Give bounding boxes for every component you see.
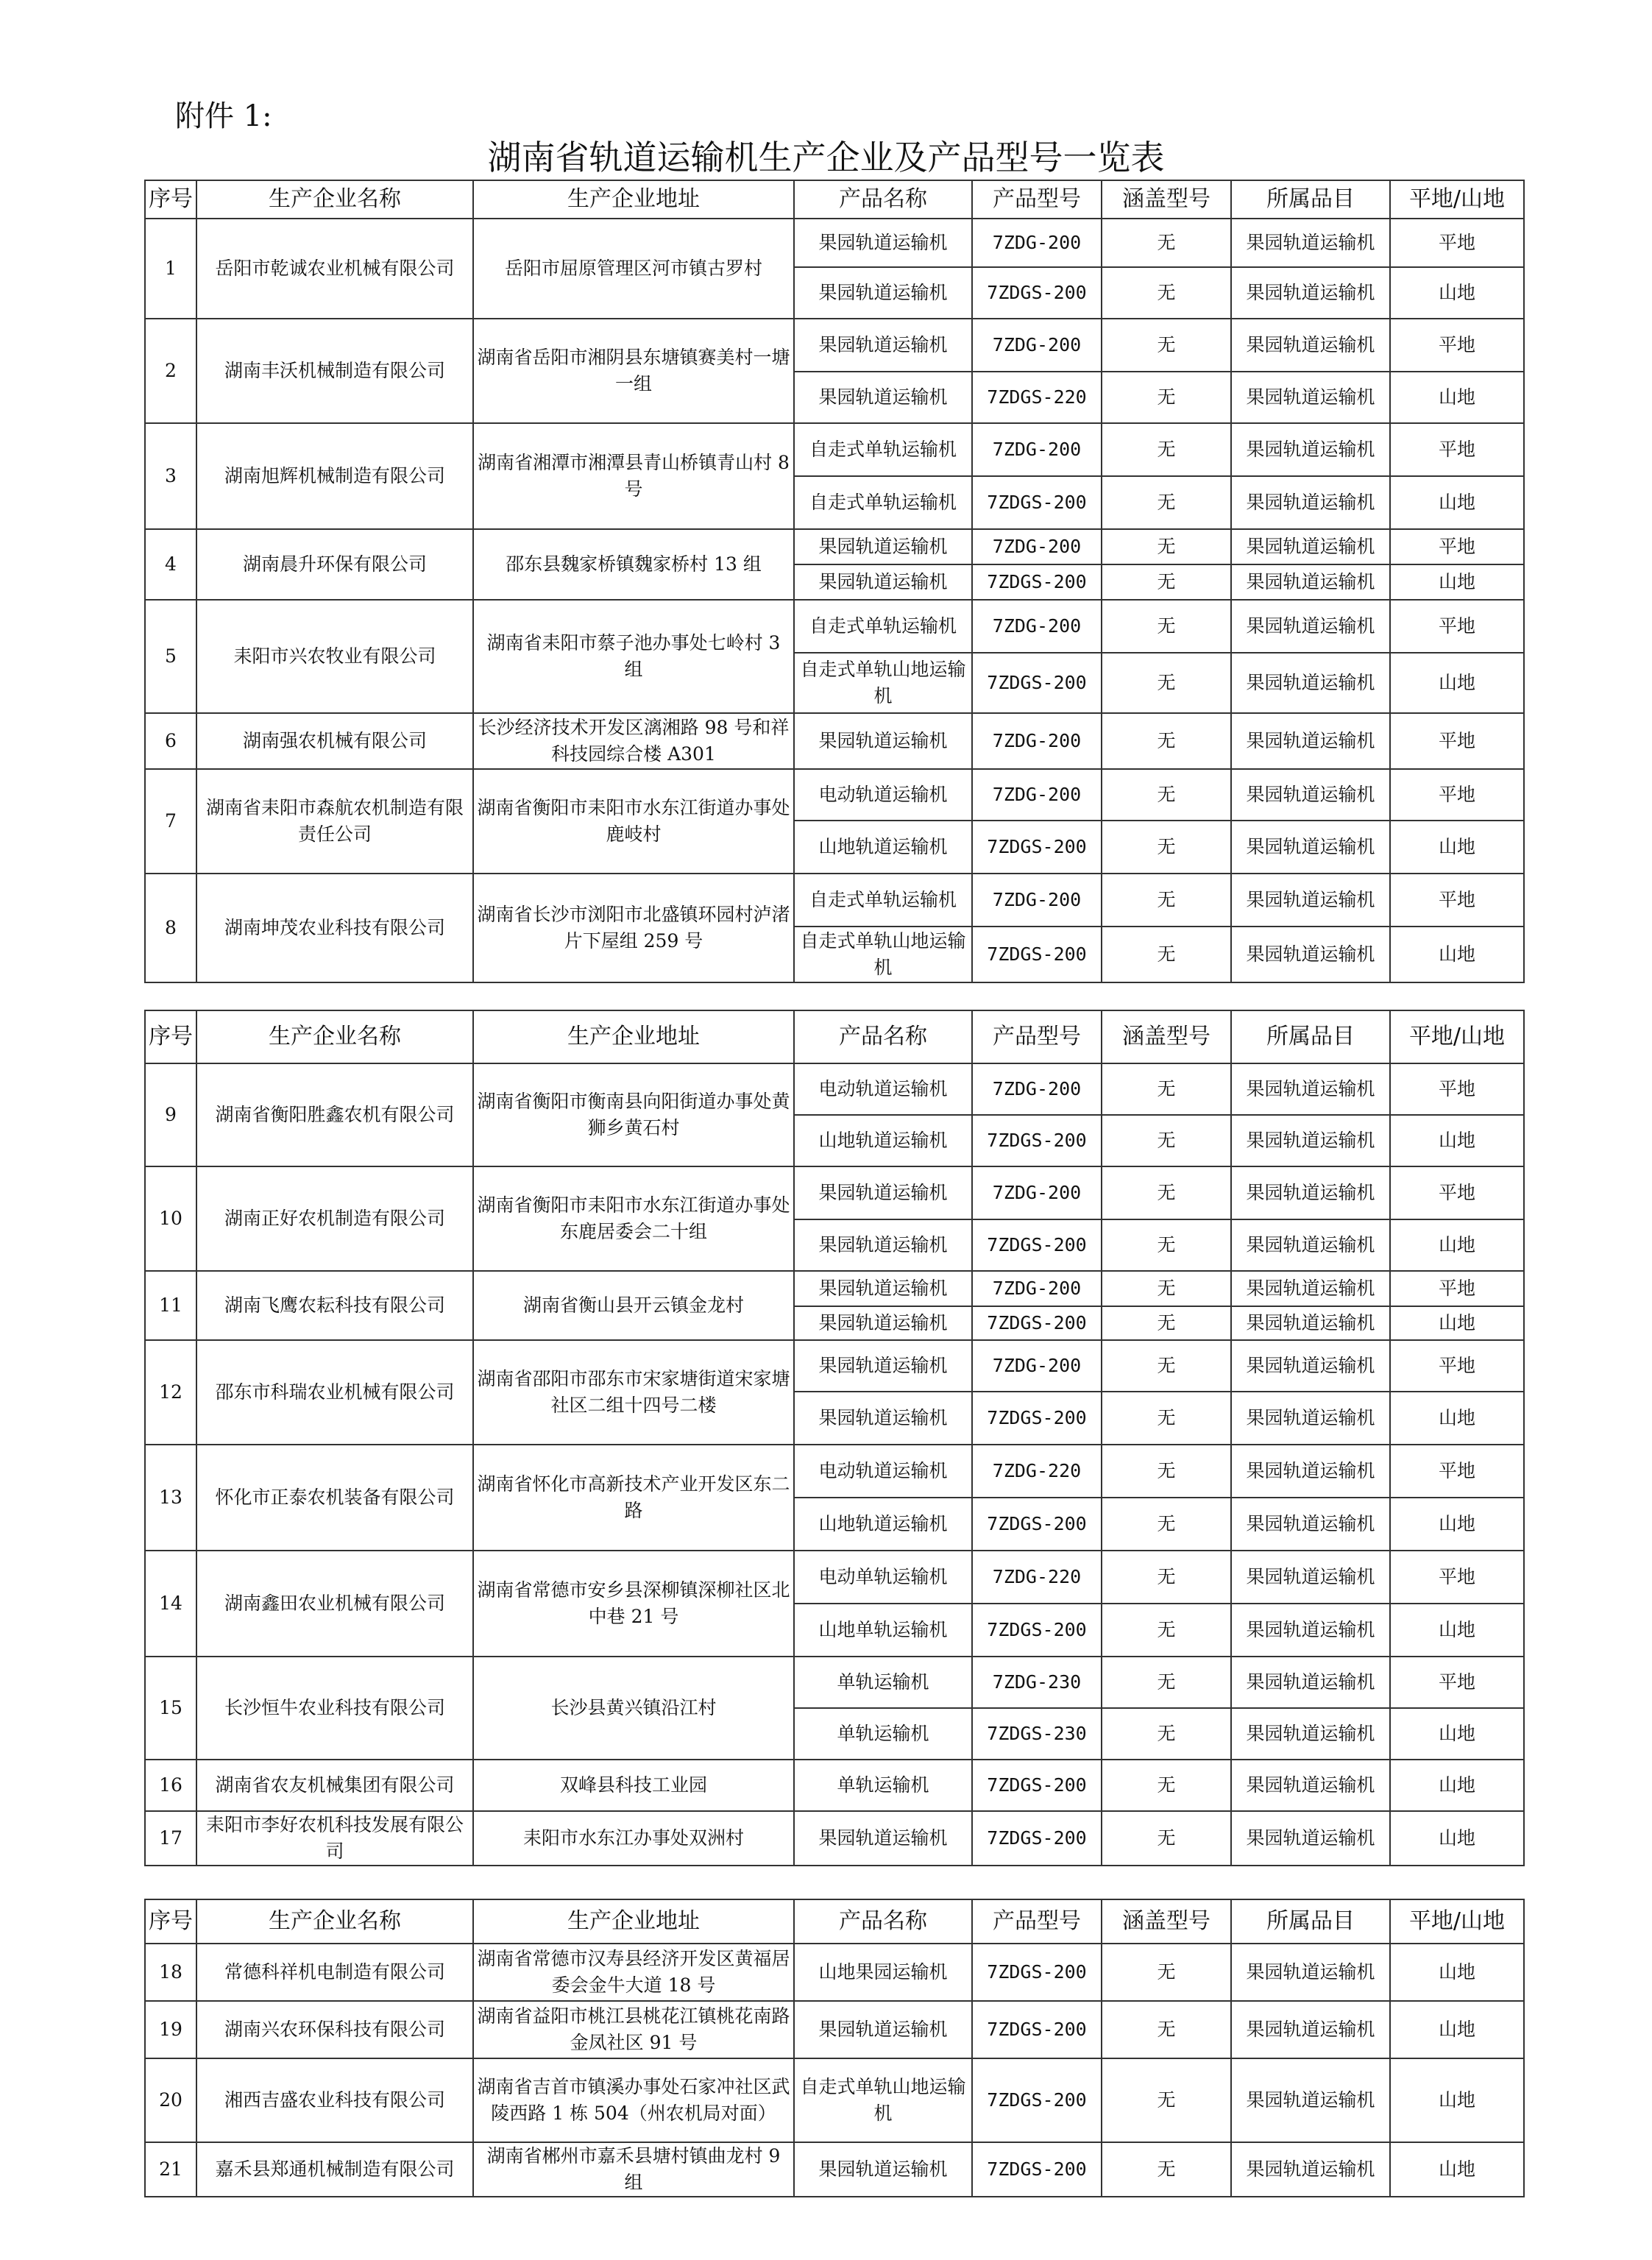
- company-address-cell: 湖南省耒阳市蔡子池办事处七岭村 3 组: [473, 600, 794, 713]
- terrain-cell: 山地: [1390, 1115, 1524, 1166]
- category-cell: 果园轨道运输机: [1231, 874, 1390, 927]
- product-model-cell: 7ZDG-200: [972, 319, 1102, 372]
- covered-model-cell: 无: [1102, 423, 1231, 476]
- company-name-cell: 湖南飞鹰农耘科技有限公司: [196, 1271, 473, 1340]
- covered-model-cell: 无: [1102, 476, 1231, 529]
- company-table: [144, 180, 1525, 983]
- seq-cell: 16: [145, 1760, 196, 1811]
- covered-model-cell: 无: [1102, 2142, 1231, 2197]
- seq-cell: 1: [145, 219, 196, 319]
- product-model-cell: 7ZDGS-200: [972, 1604, 1102, 1657]
- terrain-cell: 山地: [1390, 927, 1524, 982]
- product-name-cell: 自走式单轨山地运输机: [794, 653, 972, 713]
- company-name-cell: 常德科祥机电制造有限公司: [196, 1944, 473, 2001]
- product-name-cell: 果园轨道运输机: [794, 564, 972, 600]
- category-cell: 果园轨道运输机: [1231, 267, 1390, 319]
- terrain-cell: 山地: [1390, 1219, 1524, 1271]
- product-name-cell: 山地轨道运输机: [794, 1115, 972, 1166]
- product-model-cell: 7ZDGS-200: [972, 2001, 1102, 2058]
- column-header-covered: 涵盖型号: [1102, 1010, 1231, 1063]
- terrain-cell: 山地: [1390, 821, 1524, 874]
- seq-cell: 13: [145, 1445, 196, 1551]
- company-address-cell: 湖南省郴州市嘉禾县塘村镇曲龙村 9 组: [473, 2142, 794, 2197]
- company-address-cell: 邵东县魏家桥镇魏家桥村 13 组: [473, 529, 794, 600]
- table-row: [145, 219, 1524, 267]
- terrain-cell: 山地: [1390, 267, 1524, 319]
- company-address-cell: 湖南省衡阳市耒阳市水东江街道办事处东鹿居委会二十组: [473, 1166, 794, 1271]
- category-cell: 果园轨道运输机: [1231, 1604, 1390, 1657]
- product-name-cell: 电动轨道运输机: [794, 1445, 972, 1498]
- category-cell: 果园轨道运输机: [1231, 1551, 1390, 1604]
- product-name-cell: 单轨运输机: [794, 1657, 972, 1708]
- product-name-cell: 果园轨道运输机: [794, 529, 972, 564]
- product-name-cell: 果园轨道运输机: [794, 267, 972, 319]
- product-model-cell: 7ZDG-200: [972, 600, 1102, 653]
- product-name-cell: 自走式单轨山地运输机: [794, 927, 972, 982]
- covered-model-cell: 无: [1102, 1392, 1231, 1445]
- covered-model-cell: 无: [1102, 769, 1231, 821]
- product-name-cell: 自走式单轨运输机: [794, 874, 972, 927]
- product-name-cell: 果园轨道运输机: [794, 1306, 972, 1340]
- product-name-cell: 自走式单轨运输机: [794, 423, 972, 476]
- seq-cell: 9: [145, 1063, 196, 1166]
- company-table: [144, 1899, 1525, 2197]
- annex-label: 附件 1:: [175, 99, 272, 133]
- terrain-cell: 山地: [1390, 653, 1524, 713]
- product-model-cell: 7ZDGS-200: [972, 821, 1102, 874]
- terrain-cell: 平地: [1390, 423, 1524, 476]
- category-cell: 果园轨道运输机: [1231, 1340, 1390, 1392]
- category-cell: 果园轨道运输机: [1231, 423, 1390, 476]
- product-name-cell: 果园轨道运输机: [794, 1811, 972, 1866]
- category-cell: 果园轨道运输机: [1231, 1271, 1390, 1306]
- product-name-cell: 电动单轨运输机: [794, 1551, 972, 1604]
- covered-model-cell: 无: [1102, 821, 1231, 874]
- terrain-cell: 山地: [1390, 1604, 1524, 1657]
- company-name-cell: 湖南晨升环保有限公司: [196, 529, 473, 600]
- column-header-model: 产品型号: [972, 180, 1102, 219]
- column-header-category: 所属品目: [1231, 1010, 1390, 1063]
- table-row: [145, 1340, 1524, 1392]
- product-model-cell: 7ZDG-200: [972, 1340, 1102, 1392]
- product-name-cell: 果园轨道运输机: [794, 1271, 972, 1306]
- seq-cell: 10: [145, 1166, 196, 1271]
- product-name-cell: 单轨运输机: [794, 1760, 972, 1811]
- covered-model-cell: 无: [1102, 1445, 1231, 1498]
- product-name-cell: 果园轨道运输机: [794, 1219, 972, 1271]
- product-model-cell: 7ZDG-200: [972, 219, 1102, 267]
- product-name-cell: 果园轨道运输机: [794, 1166, 972, 1219]
- terrain-cell: 山地: [1390, 1811, 1524, 1866]
- product-model-cell: 7ZDG-200: [972, 1166, 1102, 1219]
- column-header-address: 生产企业地址: [473, 1010, 794, 1063]
- terrain-cell: 平地: [1390, 1166, 1524, 1219]
- product-model-cell: 7ZDGS-200: [972, 267, 1102, 319]
- category-cell: 果园轨道运输机: [1231, 821, 1390, 874]
- category-cell: 果园轨道运输机: [1231, 1306, 1390, 1340]
- terrain-cell: 山地: [1390, 2142, 1524, 2197]
- company-name-cell: 湖南强农机械有限公司: [196, 713, 473, 769]
- product-name-cell: 果园轨道运输机: [794, 1392, 972, 1445]
- terrain-cell: 平地: [1390, 1551, 1524, 1604]
- company-address-cell: 湖南省衡山县开云镇金龙村: [473, 1271, 794, 1340]
- table-row: [145, 529, 1524, 564]
- terrain-cell: 山地: [1390, 1708, 1524, 1760]
- seq-cell: 18: [145, 1944, 196, 2001]
- product-model-cell: 7ZDG-220: [972, 1551, 1102, 1604]
- category-cell: 果园轨道运输机: [1231, 1166, 1390, 1219]
- terrain-cell: 平地: [1390, 319, 1524, 372]
- company-name-cell: 嘉禾县郑通机械制造有限公司: [196, 2142, 473, 2197]
- company-name-cell: 湖南正好农机制造有限公司: [196, 1166, 473, 1271]
- table-row: [145, 319, 1524, 372]
- terrain-cell: 山地: [1390, 1306, 1524, 1340]
- column-header-product: 产品名称: [794, 1899, 972, 1944]
- covered-model-cell: 无: [1102, 1115, 1231, 1166]
- terrain-cell: 平地: [1390, 1063, 1524, 1115]
- product-model-cell: 7ZDGS-230: [972, 1708, 1102, 1760]
- company-address-cell: 湖南省湘潭市湘潭县青山桥镇青山村 8 号: [473, 423, 794, 529]
- terrain-cell: 山地: [1390, 2058, 1524, 2142]
- product-model-cell: 7ZDGS-200: [972, 2058, 1102, 2142]
- product-model-cell: 7ZDGS-200: [972, 564, 1102, 600]
- product-model-cell: 7ZDGS-200: [972, 476, 1102, 529]
- covered-model-cell: 无: [1102, 653, 1231, 713]
- column-header-product: 产品名称: [794, 180, 972, 219]
- product-model-cell: 7ZDGS-200: [972, 1811, 1102, 1866]
- category-cell: 果园轨道运输机: [1231, 1219, 1390, 1271]
- product-model-cell: 7ZDGS-200: [972, 1944, 1102, 2001]
- product-name-cell: 果园轨道运输机: [794, 319, 972, 372]
- product-model-cell: 7ZDGS-200: [972, 1219, 1102, 1271]
- terrain-cell: 山地: [1390, 1498, 1524, 1551]
- category-cell: 果园轨道运输机: [1231, 1063, 1390, 1115]
- covered-model-cell: 无: [1102, 219, 1231, 267]
- company-name-cell: 湖南兴农环保科技有限公司: [196, 2001, 473, 2058]
- product-model-cell: 7ZDGS-200: [972, 2142, 1102, 2197]
- column-header-name: 生产企业名称: [196, 1899, 473, 1944]
- terrain-cell: 山地: [1390, 564, 1524, 600]
- product-name-cell: 单轨运输机: [794, 1708, 972, 1760]
- column-header-category: 所属品目: [1231, 1899, 1390, 1944]
- terrain-cell: 平地: [1390, 769, 1524, 821]
- terrain-cell: 平地: [1390, 1657, 1524, 1708]
- product-name-cell: 山地轨道运输机: [794, 1498, 972, 1551]
- seq-cell: 21: [145, 2142, 196, 2197]
- seq-cell: 2: [145, 319, 196, 423]
- table-row: [145, 1271, 1524, 1306]
- company-name-cell: 湖南旭辉机械制造有限公司: [196, 423, 473, 529]
- header-row: [145, 1899, 1524, 1944]
- covered-model-cell: 无: [1102, 927, 1231, 982]
- product-name-cell: 果园轨道运输机: [794, 2142, 972, 2197]
- product-name-cell: 电动轨道运输机: [794, 769, 972, 821]
- covered-model-cell: 无: [1102, 564, 1231, 600]
- covered-model-cell: 无: [1102, 2001, 1231, 2058]
- seq-cell: 12: [145, 1340, 196, 1445]
- terrain-cell: 平地: [1390, 529, 1524, 564]
- seq-cell: 3: [145, 423, 196, 529]
- category-cell: 果园轨道运输机: [1231, 2142, 1390, 2197]
- covered-model-cell: 无: [1102, 1219, 1231, 1271]
- table-row: [145, 1657, 1524, 1708]
- product-model-cell: 7ZDG-200: [972, 769, 1102, 821]
- seq-cell: 5: [145, 600, 196, 713]
- product-model-cell: 7ZDG-200: [972, 713, 1102, 769]
- company-address-cell: 湖南省常德市汉寿县经济开发区黄福居委会金牛大道 18 号: [473, 1944, 794, 2001]
- product-model-cell: 7ZDG-200: [972, 1063, 1102, 1115]
- terrain-cell: 山地: [1390, 372, 1524, 423]
- column-header-seq: 序号: [145, 180, 196, 219]
- product-name-cell: 果园轨道运输机: [794, 2001, 972, 2058]
- company-name-cell: 耒阳市兴农牧业有限公司: [196, 600, 473, 713]
- page-title: 湖南省轨道运输机生产企业及产品型号一览表: [487, 138, 1165, 177]
- terrain-cell: 山地: [1390, 1760, 1524, 1811]
- terrain-cell: 平地: [1390, 600, 1524, 653]
- category-cell: 果园轨道运输机: [1231, 1811, 1390, 1866]
- category-cell: 果园轨道运输机: [1231, 1760, 1390, 1811]
- product-model-cell: 7ZDG-200: [972, 874, 1102, 927]
- company-address-cell: 湖南省衡阳市衡南县向阳街道办事处黄狮乡黄石村: [473, 1063, 794, 1166]
- table-row: [145, 2142, 1524, 2197]
- company-address-cell: 湖南省岳阳市湘阴县东塘镇赛美村一塘一组: [473, 319, 794, 423]
- category-cell: 果园轨道运输机: [1231, 600, 1390, 653]
- table-row: [145, 600, 1524, 653]
- company-address-cell: 湖南省吉首市镇溪办事处石家冲社区武陵西路 1 栋 504（州农机局对面）: [473, 2058, 794, 2142]
- seq-cell: 8: [145, 874, 196, 982]
- company-address-cell: 湖南省怀化市高新技术产业开发区东二路: [473, 1445, 794, 1551]
- company-name-cell: 耒阳市李好农机科技发展有限公司: [196, 1811, 473, 1866]
- product-name-cell: 果园轨道运输机: [794, 219, 972, 267]
- company-name-cell: 湖南省耒阳市森航农机制造有限责任公司: [196, 769, 473, 874]
- product-name-cell: 山地单轨运输机: [794, 1604, 972, 1657]
- company-table: [144, 1010, 1525, 1866]
- column-header-terrain: 平地/山地: [1390, 180, 1524, 219]
- company-address-cell: 长沙县黄兴镇沿江村: [473, 1657, 794, 1760]
- seq-cell: 14: [145, 1551, 196, 1657]
- seq-cell: 7: [145, 769, 196, 874]
- category-cell: 果园轨道运输机: [1231, 2058, 1390, 2142]
- covered-model-cell: 无: [1102, 529, 1231, 564]
- column-header-terrain: 平地/山地: [1390, 1010, 1524, 1063]
- column-header-covered: 涵盖型号: [1102, 180, 1231, 219]
- terrain-cell: 山地: [1390, 476, 1524, 529]
- product-model-cell: 7ZDGS-200: [972, 1392, 1102, 1445]
- covered-model-cell: 无: [1102, 1271, 1231, 1306]
- product-model-cell: 7ZDG-200: [972, 423, 1102, 476]
- seq-cell: 4: [145, 529, 196, 600]
- header-row: [145, 180, 1524, 219]
- company-name-cell: 岳阳市乾诚农业机械有限公司: [196, 219, 473, 319]
- category-cell: 果园轨道运输机: [1231, 529, 1390, 564]
- column-header-address: 生产企业地址: [473, 180, 794, 219]
- table-row: [145, 2001, 1524, 2058]
- company-name-cell: 湖南鑫田农业机械有限公司: [196, 1551, 473, 1657]
- product-name-cell: 自走式单轨运输机: [794, 600, 972, 653]
- category-cell: 果园轨道运输机: [1231, 1708, 1390, 1760]
- product-model-cell: 7ZDGS-200: [972, 1498, 1102, 1551]
- column-header-model: 产品型号: [972, 1899, 1102, 1944]
- seq-cell: 17: [145, 1811, 196, 1866]
- table-row: [145, 713, 1524, 769]
- product-name-cell: 电动轨道运输机: [794, 1063, 972, 1115]
- company-name-cell: 湘西吉盛农业科技有限公司: [196, 2058, 473, 2142]
- table-row: [145, 1166, 1524, 1219]
- product-name-cell: 果园轨道运输机: [794, 1340, 972, 1392]
- covered-model-cell: 无: [1102, 1166, 1231, 1219]
- company-address-cell: 耒阳市水东江办事处双洲村: [473, 1811, 794, 1866]
- seq-cell: 11: [145, 1271, 196, 1340]
- covered-model-cell: 无: [1102, 1760, 1231, 1811]
- seq-cell: 19: [145, 2001, 196, 2058]
- company-address-cell: 湖南省邵阳市邵东市宋家塘街道宋家塘社区二组十四号二楼: [473, 1340, 794, 1445]
- terrain-cell: 平地: [1390, 1271, 1524, 1306]
- seq-cell: 6: [145, 713, 196, 769]
- covered-model-cell: 无: [1102, 1708, 1231, 1760]
- company-address-cell: 湖南省长沙市浏阳市北盛镇环园村泸渚片下屋组 259 号: [473, 874, 794, 982]
- terrain-cell: 山地: [1390, 2001, 1524, 2058]
- seq-cell: 20: [145, 2058, 196, 2142]
- table-row: [145, 2058, 1524, 2142]
- terrain-cell: 平地: [1390, 1340, 1524, 1392]
- column-header-product: 产品名称: [794, 1010, 972, 1063]
- covered-model-cell: 无: [1102, 1811, 1231, 1866]
- column-header-terrain: 平地/山地: [1390, 1899, 1524, 1944]
- category-cell: 果园轨道运输机: [1231, 1944, 1390, 2001]
- product-name-cell: 果园轨道运输机: [794, 372, 972, 423]
- covered-model-cell: 无: [1102, 1306, 1231, 1340]
- category-cell: 果园轨道运输机: [1231, 653, 1390, 713]
- terrain-cell: 平地: [1390, 874, 1524, 927]
- terrain-cell: 山地: [1390, 1944, 1524, 2001]
- table-row: [145, 1445, 1524, 1498]
- column-header-seq: 序号: [145, 1010, 196, 1063]
- table-row: [145, 1063, 1524, 1115]
- company-name-cell: 长沙恒牛农业科技有限公司: [196, 1657, 473, 1760]
- covered-model-cell: 无: [1102, 600, 1231, 653]
- covered-model-cell: 无: [1102, 1604, 1231, 1657]
- product-name-cell: 自走式单轨运输机: [794, 476, 972, 529]
- product-name-cell: 山地果园运输机: [794, 1944, 972, 2001]
- table-row: [145, 1944, 1524, 2001]
- covered-model-cell: 无: [1102, 2058, 1231, 2142]
- product-model-cell: 7ZDG-200: [972, 529, 1102, 564]
- column-header-covered: 涵盖型号: [1102, 1899, 1231, 1944]
- category-cell: 果园轨道运输机: [1231, 1498, 1390, 1551]
- header-row: [145, 1010, 1524, 1063]
- covered-model-cell: 无: [1102, 713, 1231, 769]
- terrain-cell: 山地: [1390, 1392, 1524, 1445]
- column-header-model: 产品型号: [972, 1010, 1102, 1063]
- terrain-cell: 平地: [1390, 1445, 1524, 1498]
- category-cell: 果园轨道运输机: [1231, 713, 1390, 769]
- category-cell: 果园轨道运输机: [1231, 1657, 1390, 1708]
- product-model-cell: 7ZDGS-220: [972, 372, 1102, 423]
- company-name-cell: 湖南丰沃机械制造有限公司: [196, 319, 473, 423]
- product-model-cell: 7ZDGS-200: [972, 653, 1102, 713]
- terrain-cell: 平地: [1390, 713, 1524, 769]
- product-name-cell: 自走式单轨山地运输机: [794, 2058, 972, 2142]
- company-address-cell: 湖南省衡阳市耒阳市水东江街道办事处鹿岐村: [473, 769, 794, 874]
- product-model-cell: 7ZDGS-200: [972, 1760, 1102, 1811]
- category-cell: 果园轨道运输机: [1231, 372, 1390, 423]
- product-model-cell: 7ZDG-220: [972, 1445, 1102, 1498]
- covered-model-cell: 无: [1102, 1498, 1231, 1551]
- company-address-cell: 岳阳市屈原管理区河市镇古罗村: [473, 219, 794, 319]
- company-address-cell: 湖南省益阳市桃江县桃花江镇桃花南路金凤社区 91 号: [473, 2001, 794, 2058]
- product-model-cell: 7ZDGS-200: [972, 1115, 1102, 1166]
- company-name-cell: 怀化市正泰农机装备有限公司: [196, 1445, 473, 1551]
- product-model-cell: 7ZDG-200: [972, 1271, 1102, 1306]
- category-cell: 果园轨道运输机: [1231, 564, 1390, 600]
- seq-cell: 15: [145, 1657, 196, 1760]
- category-cell: 果园轨道运输机: [1231, 219, 1390, 267]
- covered-model-cell: 无: [1102, 1551, 1231, 1604]
- category-cell: 果园轨道运输机: [1231, 1115, 1390, 1166]
- table-row: [145, 423, 1524, 476]
- category-cell: 果园轨道运输机: [1231, 769, 1390, 821]
- covered-model-cell: 无: [1102, 1944, 1231, 2001]
- product-model-cell: 7ZDG-230: [972, 1657, 1102, 1708]
- category-cell: 果园轨道运输机: [1231, 1445, 1390, 1498]
- table-row: [145, 1551, 1524, 1604]
- company-address-cell: 湖南省常德市安乡县深柳镇深柳社区北中巷 21 号: [473, 1551, 794, 1657]
- column-header-name: 生产企业名称: [196, 180, 473, 219]
- product-name-cell: 山地轨道运输机: [794, 821, 972, 874]
- category-cell: 果园轨道运输机: [1231, 2001, 1390, 2058]
- company-name-cell: 邵东市科瑞农业机械有限公司: [196, 1340, 473, 1445]
- product-name-cell: 果园轨道运输机: [794, 713, 972, 769]
- covered-model-cell: 无: [1102, 267, 1231, 319]
- column-header-address: 生产企业地址: [473, 1899, 794, 1944]
- category-cell: 果园轨道运输机: [1231, 927, 1390, 982]
- product-model-cell: 7ZDGS-200: [972, 1306, 1102, 1340]
- covered-model-cell: 无: [1102, 372, 1231, 423]
- table-row: [145, 1811, 1524, 1866]
- company-name-cell: 湖南省农友机械集团有限公司: [196, 1760, 473, 1811]
- company-name-cell: 湖南坤茂农业科技有限公司: [196, 874, 473, 982]
- covered-model-cell: 无: [1102, 874, 1231, 927]
- terrain-cell: 平地: [1390, 219, 1524, 267]
- company-address-cell: 长沙经济技术开发区漓湘路 98 号和祥科技园综合楼 A301: [473, 713, 794, 769]
- column-header-category: 所属品目: [1231, 180, 1390, 219]
- covered-model-cell: 无: [1102, 1657, 1231, 1708]
- category-cell: 果园轨道运输机: [1231, 476, 1390, 529]
- covered-model-cell: 无: [1102, 319, 1231, 372]
- company-address-cell: 双峰县科技工业园: [473, 1760, 794, 1811]
- table-row: [145, 769, 1524, 821]
- column-header-seq: 序号: [145, 1899, 196, 1944]
- category-cell: 果园轨道运输机: [1231, 1392, 1390, 1445]
- product-model-cell: 7ZDGS-200: [972, 927, 1102, 982]
- table-row: [145, 874, 1524, 927]
- covered-model-cell: 无: [1102, 1340, 1231, 1392]
- covered-model-cell: 无: [1102, 1063, 1231, 1115]
- company-name-cell: 湖南省衡阳胜鑫农机有限公司: [196, 1063, 473, 1166]
- category-cell: 果园轨道运输机: [1231, 319, 1390, 372]
- table-row: [145, 1760, 1524, 1811]
- column-header-name: 生产企业名称: [196, 1010, 473, 1063]
